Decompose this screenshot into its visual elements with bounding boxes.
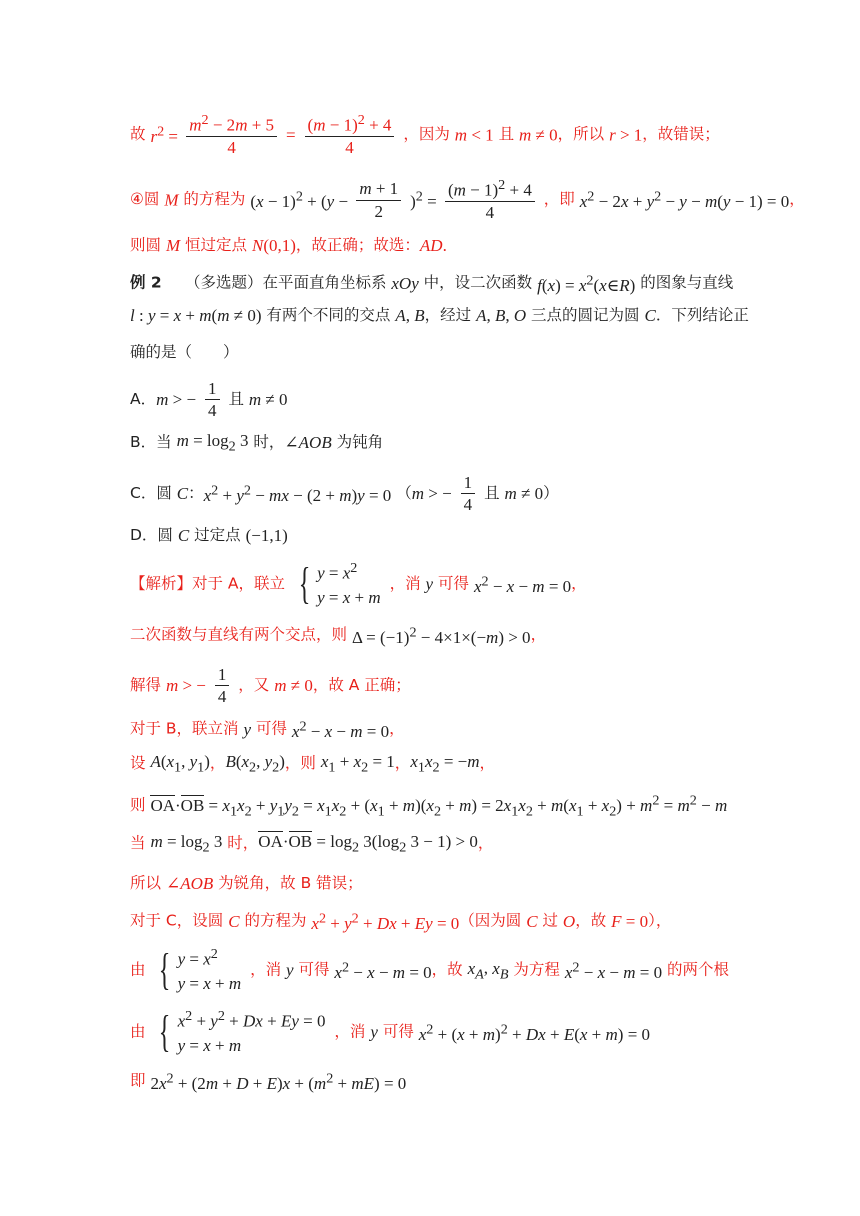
analysis-line-6: 则 $OA\cdot OB = x_1x_2 + y_1y_2 = x_1x_2 + (x_1 + m)(x_2 + m) = 2x_1x_2 + m(x_1 + x_2) + m^2 = m^2 - m$ bbox=[130, 792, 728, 820]
analysis-line-5: 设 $A(x_1$, $y_1$)，$B(x_2$, $y_2$)，则 $x_1 + x_2 = 1$，$x_1x_2 = -m$， bbox=[130, 752, 496, 776]
option-c: C．圆 C：$x^2 + y^2$ − mx − (2 + m)y = 0 （m > − $\frac{1}{4}$ 且 m ≠ 0） bbox=[130, 473, 559, 515]
analysis-line-9: 对于 C，设圆 C 的方程为 $x^2 + y^2 + Dx + Ey = 0$（因为圆 C 过 O，故 F = 0）， bbox=[130, 910, 672, 933]
analysis-line-10: 由 { $y = x^2$ y = x + m ，消 y 可得 $x^2 - x - m = 0$，故 $x_A$, $x_B$ 为方程 $x^2 - x - m = 0$ 的两个根 bbox=[130, 945, 730, 995]
analysis-line-11: 由 { $x^2 + y^2 + Dx + Ey = 0$ y = x + m ，消 y 可得 $x^2 + (x + m)^2 + Dx + E(x + m) = 0$ bbox=[130, 1007, 651, 1057]
analysis-line-8: 所以 ∠AOB 为锐角，故 B 错误； bbox=[130, 873, 363, 893]
option-d: D．圆 C 过定点 (−1,1) bbox=[130, 525, 288, 545]
line-1: 故 $r^2$ = $\frac{m^2 - 2m + 5}{4}$ = $\frac{(m - 1)^2 + 4}{4}$ ，因为 m < 1 且 m ≠ 0，所以 r > 1，故错误； bbox=[130, 112, 720, 157]
analysis-line-3: 解得 m > − $\frac{1}{4}$ ，又 m ≠ 0，故 A 正确； bbox=[130, 665, 411, 707]
option-a: A．m > − $\frac{1}{4}$ 且 m ≠ 0 bbox=[130, 379, 288, 421]
line-4: 例 2 （多选题）在平面直角坐标系 xOy 中，设二次函数 $f(x) = x^2(x\in R)$ 的图象与直线 bbox=[130, 272, 734, 295]
option-b: B．当 $m = \log_2 3$ 时，∠AOB 为钝角 bbox=[130, 431, 384, 455]
analysis-line-1: 【解析】对于 A，联立 { $y = x^2$ y = x + m ，消 y 可得 $x^2 - x - m = 0$， bbox=[130, 559, 587, 609]
analysis-line-7: 当 $m = \log_2 3$ 时，$OA\cdot OB = \log_2 3(\log_2$ 3 − 1) > 0， bbox=[130, 832, 494, 856]
analysis-line-2: 二次函数与直线有两个交点，则 $\Delta = (-1)^2 - 4\times 1\times(-m) > 0$， bbox=[130, 624, 547, 647]
analysis-line-4: 对于 B，联立消 y 可得 $x^2 - x - m = 0$， bbox=[130, 718, 405, 741]
analysis-line-12: 即 $2x^2 + (2m + D + E)x + (m^2 + mE) = 0$ bbox=[130, 1070, 407, 1093]
line-5: l : y = x + m(m ≠ 0) 有两个不同的交点 A, B，经过 A, B, O 三点的圆记为圆 C．下列结论正 bbox=[130, 305, 749, 325]
line-6: 确的是（ ） bbox=[130, 343, 239, 362]
line-3: 则圆 M 恒过定点 N(0,1)，故正确；故选：AD. bbox=[130, 235, 447, 255]
line-2: ④圆 M 的方程为 $(x - 1)^2 + (y$ − $\frac{m + 1}{2}$ )$^2$ = $\frac{(m - 1)^2 + 4}{4}$ ，即 $x^2 - 2x + y^2 - y - m(y - 1) = 0$， bbox=[130, 177, 805, 222]
